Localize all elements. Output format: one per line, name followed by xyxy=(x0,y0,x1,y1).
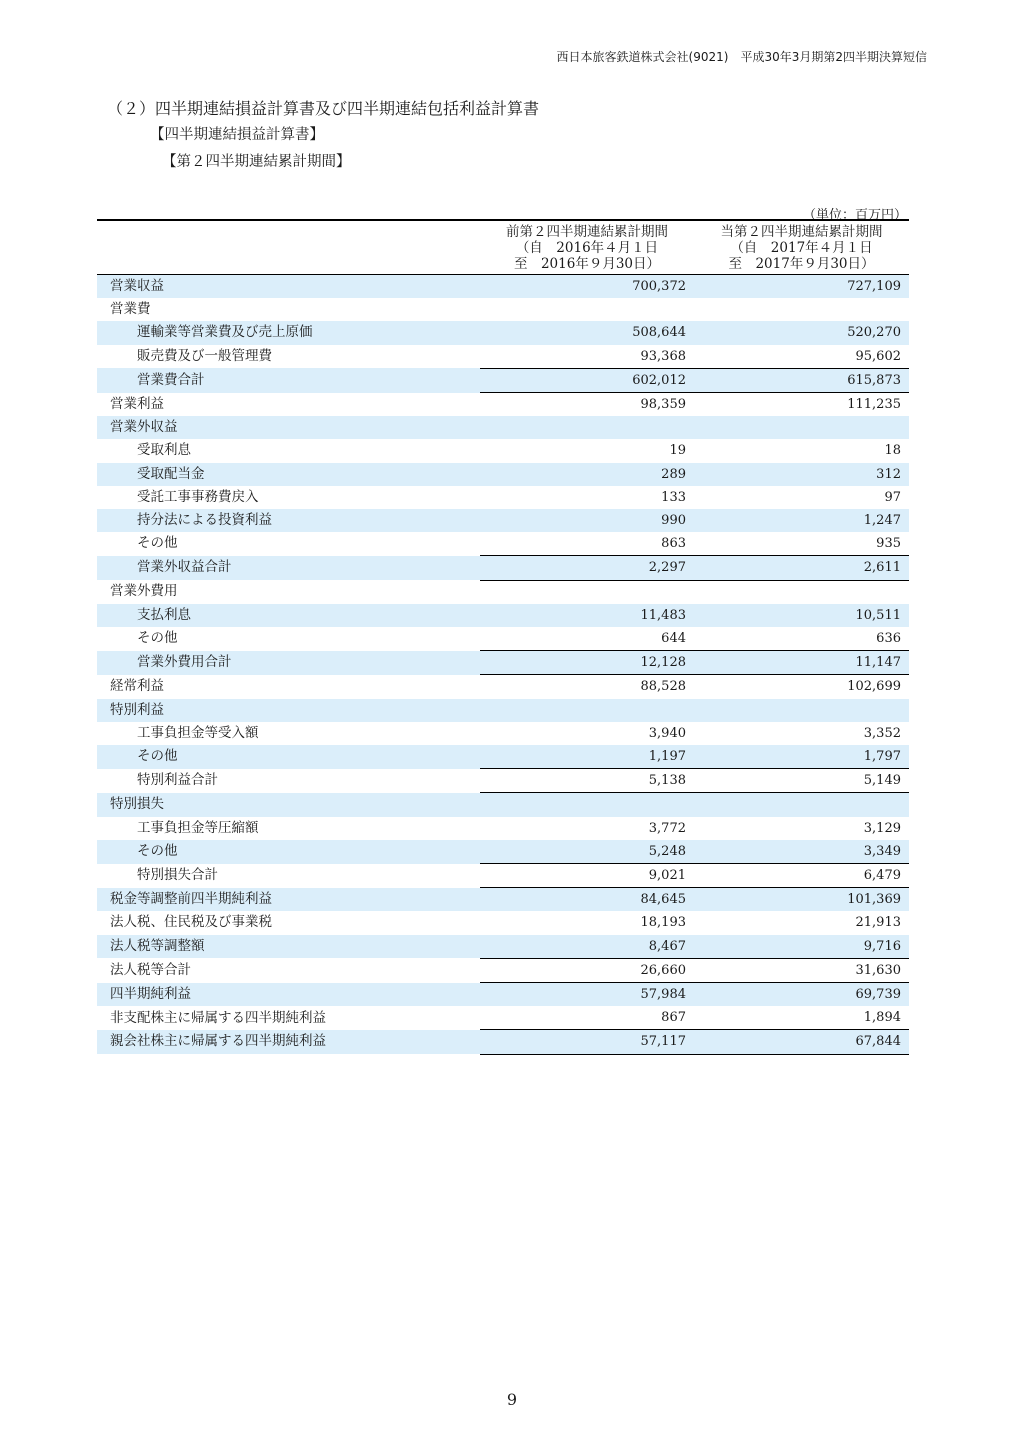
income-statement-table xyxy=(97,219,909,1055)
table-row xyxy=(97,556,909,580)
row-label: 工事負担金等圧縮額 xyxy=(137,819,259,836)
table-row xyxy=(97,439,909,462)
header-report: 平成30年3月期第2四半期決算短信 xyxy=(740,50,927,64)
table-header-row xyxy=(97,220,909,275)
curr-value: 111,235 xyxy=(694,393,909,417)
table-row xyxy=(97,275,909,299)
row-label: 親会社株主に帰属する四半期純利益 xyxy=(97,1030,480,1054)
prev-value: 289 xyxy=(480,463,694,486)
row-label: 営業利益 xyxy=(110,395,164,412)
curr-value: 101,369 xyxy=(694,888,909,912)
table-row xyxy=(97,393,909,417)
prev-value: 1,197 xyxy=(480,745,694,769)
curr-value: 6,479 xyxy=(694,864,909,888)
prev-value xyxy=(480,699,694,722)
prev-value: 133 xyxy=(661,489,686,505)
row-label: 法人税、住民税及び事業税 xyxy=(110,914,272,931)
curr-value: 3,349 xyxy=(694,840,909,864)
curr-value: 520,270 xyxy=(694,321,909,344)
prev-value: 5,248 xyxy=(480,840,694,864)
table-row xyxy=(97,935,909,959)
curr-value: 1,247 xyxy=(694,509,909,532)
curr-value: 935 xyxy=(876,536,901,552)
row-label: 営業収益 xyxy=(97,275,480,299)
row-label: 経常利益 xyxy=(110,678,164,695)
table-row xyxy=(97,651,909,675)
row-label: 税金等調整前四半期純利益 xyxy=(97,888,480,912)
table-row xyxy=(97,911,909,934)
prev-value: 602,012 xyxy=(480,368,694,392)
curr-value: 11,147 xyxy=(694,651,909,675)
prev-value: 93,368 xyxy=(640,348,686,364)
table-row xyxy=(97,368,909,392)
row-label: 受取利息 xyxy=(137,442,191,459)
curr-value: 21,913 xyxy=(855,915,901,931)
curr-value xyxy=(694,699,909,722)
prev-value xyxy=(480,298,694,321)
row-label: 営業外収益 xyxy=(97,416,480,439)
prev-value: 700,372 xyxy=(480,275,694,299)
prev-value: 508,644 xyxy=(480,321,694,344)
table-row xyxy=(97,298,909,321)
prev-value: 867 xyxy=(661,1010,686,1026)
table-row xyxy=(97,463,909,486)
curr-value: 2,611 xyxy=(694,556,909,580)
curr-value xyxy=(694,793,909,817)
row-label: 営業外費用合計 xyxy=(97,651,480,675)
header-curr-period xyxy=(694,220,909,275)
row-label: 法人税等調整額 xyxy=(97,935,480,959)
header-company: 西日本旅客鉄道株式会社(9021) xyxy=(556,50,729,64)
table-row xyxy=(97,722,909,745)
curr-value: 3,129 xyxy=(863,820,901,836)
header-label-column xyxy=(97,220,480,275)
table-row xyxy=(97,627,909,651)
prev-value: 2,297 xyxy=(480,556,694,580)
table-row xyxy=(97,580,909,604)
table-row xyxy=(97,958,909,982)
curr-value: 10,511 xyxy=(694,604,909,627)
row-label: 営業費合計 xyxy=(97,368,480,392)
table-row xyxy=(97,486,909,509)
table-row xyxy=(97,983,909,1007)
prev-value xyxy=(480,793,694,817)
table-row xyxy=(97,509,909,532)
page-header xyxy=(557,48,927,65)
table-row xyxy=(97,888,909,912)
table-row xyxy=(97,769,909,793)
curr-period-name: 当第２四半期連結累計期間 xyxy=(720,224,883,240)
table-row xyxy=(97,1030,909,1054)
prev-value: 98,359 xyxy=(480,393,694,417)
table-row xyxy=(97,532,909,556)
prev-value: 644 xyxy=(661,631,686,647)
curr-value: 727,109 xyxy=(694,275,909,299)
table-row xyxy=(97,675,909,699)
curr-value: 67,844 xyxy=(694,1030,909,1054)
row-label: その他 xyxy=(137,630,178,647)
table-row xyxy=(97,840,909,864)
row-label: 特別損失合計 xyxy=(137,867,218,884)
row-label: 特別損失 xyxy=(97,793,480,817)
table-row xyxy=(97,1006,909,1030)
curr-period-from: （自 2017年４月１日 xyxy=(730,240,873,256)
prev-value xyxy=(480,416,694,439)
curr-value: 615,873 xyxy=(694,368,909,392)
curr-value: 1,894 xyxy=(863,1010,901,1026)
prev-value: 5,138 xyxy=(480,769,694,793)
row-label: その他 xyxy=(97,840,480,864)
curr-value: 95,602 xyxy=(855,348,901,364)
curr-value: 636 xyxy=(876,631,901,647)
statement-title: 【四半期連結損益計算書】 xyxy=(150,127,324,143)
table-row xyxy=(97,345,909,369)
row-label: 営業費 xyxy=(110,301,151,318)
table-row xyxy=(97,604,909,627)
row-label: 営業外収益合計 xyxy=(97,556,480,580)
curr-value: 69,739 xyxy=(694,983,909,1007)
prev-value: 11,483 xyxy=(480,604,694,627)
table-row xyxy=(97,745,909,769)
curr-value: 9,716 xyxy=(694,935,909,959)
row-label: 受託工事事務費戻入 xyxy=(137,488,259,505)
curr-value: 102,699 xyxy=(694,675,909,699)
prev-value: 88,528 xyxy=(480,675,694,699)
prev-value: 57,984 xyxy=(480,983,694,1007)
section-title: （２）四半期連結損益計算書及び四半期連結包括利益計算書 xyxy=(107,99,540,118)
prev-period-from: （自 2016年４月１日 xyxy=(515,240,659,256)
row-label: その他 xyxy=(97,745,480,769)
prev-value xyxy=(480,580,694,604)
prev-value: 990 xyxy=(480,509,694,532)
curr-value xyxy=(694,580,909,604)
unit-label: （単位：百万円） xyxy=(802,208,907,223)
row-label: 持分法による投資利益 xyxy=(97,509,480,532)
curr-value: 312 xyxy=(694,463,909,486)
row-label: 非支配株主に帰属する四半期純利益 xyxy=(110,1009,326,1026)
prev-value: 19 xyxy=(669,443,686,459)
row-label: 受取配当金 xyxy=(97,463,480,486)
row-label: 特別利益 xyxy=(97,699,480,722)
row-label: 運輸業等営業費及び売上原価 xyxy=(97,321,480,344)
table-row xyxy=(97,321,909,344)
curr-value: 3,352 xyxy=(863,725,901,741)
prev-value: 18,193 xyxy=(640,915,686,931)
curr-value xyxy=(694,416,909,439)
row-label: 法人税等合計 xyxy=(110,961,191,978)
table-row xyxy=(97,793,909,817)
prev-value: 8,467 xyxy=(480,935,694,959)
period-title: 【第２四半期連結累計期間】 xyxy=(162,154,351,170)
curr-value: 31,630 xyxy=(694,958,909,982)
row-label: 販売費及び一般管理費 xyxy=(137,347,272,364)
prev-value: 9,021 xyxy=(480,864,694,888)
table-row xyxy=(97,817,909,840)
curr-value xyxy=(694,298,909,321)
prev-value: 12,128 xyxy=(480,651,694,675)
curr-value: 97 xyxy=(884,489,901,505)
prev-value: 57,117 xyxy=(480,1030,694,1054)
row-label: 四半期純利益 xyxy=(97,983,480,1007)
row-label: 営業外費用 xyxy=(110,583,178,600)
prev-period-name: 前第２四半期連結累計期間 xyxy=(506,224,668,240)
curr-value: 1,797 xyxy=(694,745,909,769)
table-row xyxy=(97,864,909,888)
curr-value: 18 xyxy=(884,443,901,459)
prev-value: 3,772 xyxy=(648,820,686,836)
row-label: 特別利益合計 xyxy=(137,772,218,789)
curr-period-to: 至 2017年９月30日） xyxy=(728,256,875,272)
curr-value: 5,149 xyxy=(694,769,909,793)
prev-value: 863 xyxy=(661,536,686,552)
row-label: 工事負担金等受入額 xyxy=(137,724,259,741)
prev-value: 84,645 xyxy=(480,888,694,912)
prev-period-to: 至 2016年９月30日） xyxy=(513,256,661,272)
prev-value: 26,660 xyxy=(480,958,694,982)
prev-value: 3,940 xyxy=(648,725,686,741)
header-prev-period xyxy=(480,220,694,275)
table-row xyxy=(97,699,909,722)
page-number: 9 xyxy=(506,1390,518,1409)
row-label: 支払利息 xyxy=(97,604,480,627)
row-label: その他 xyxy=(137,535,178,552)
table-row xyxy=(97,416,909,439)
